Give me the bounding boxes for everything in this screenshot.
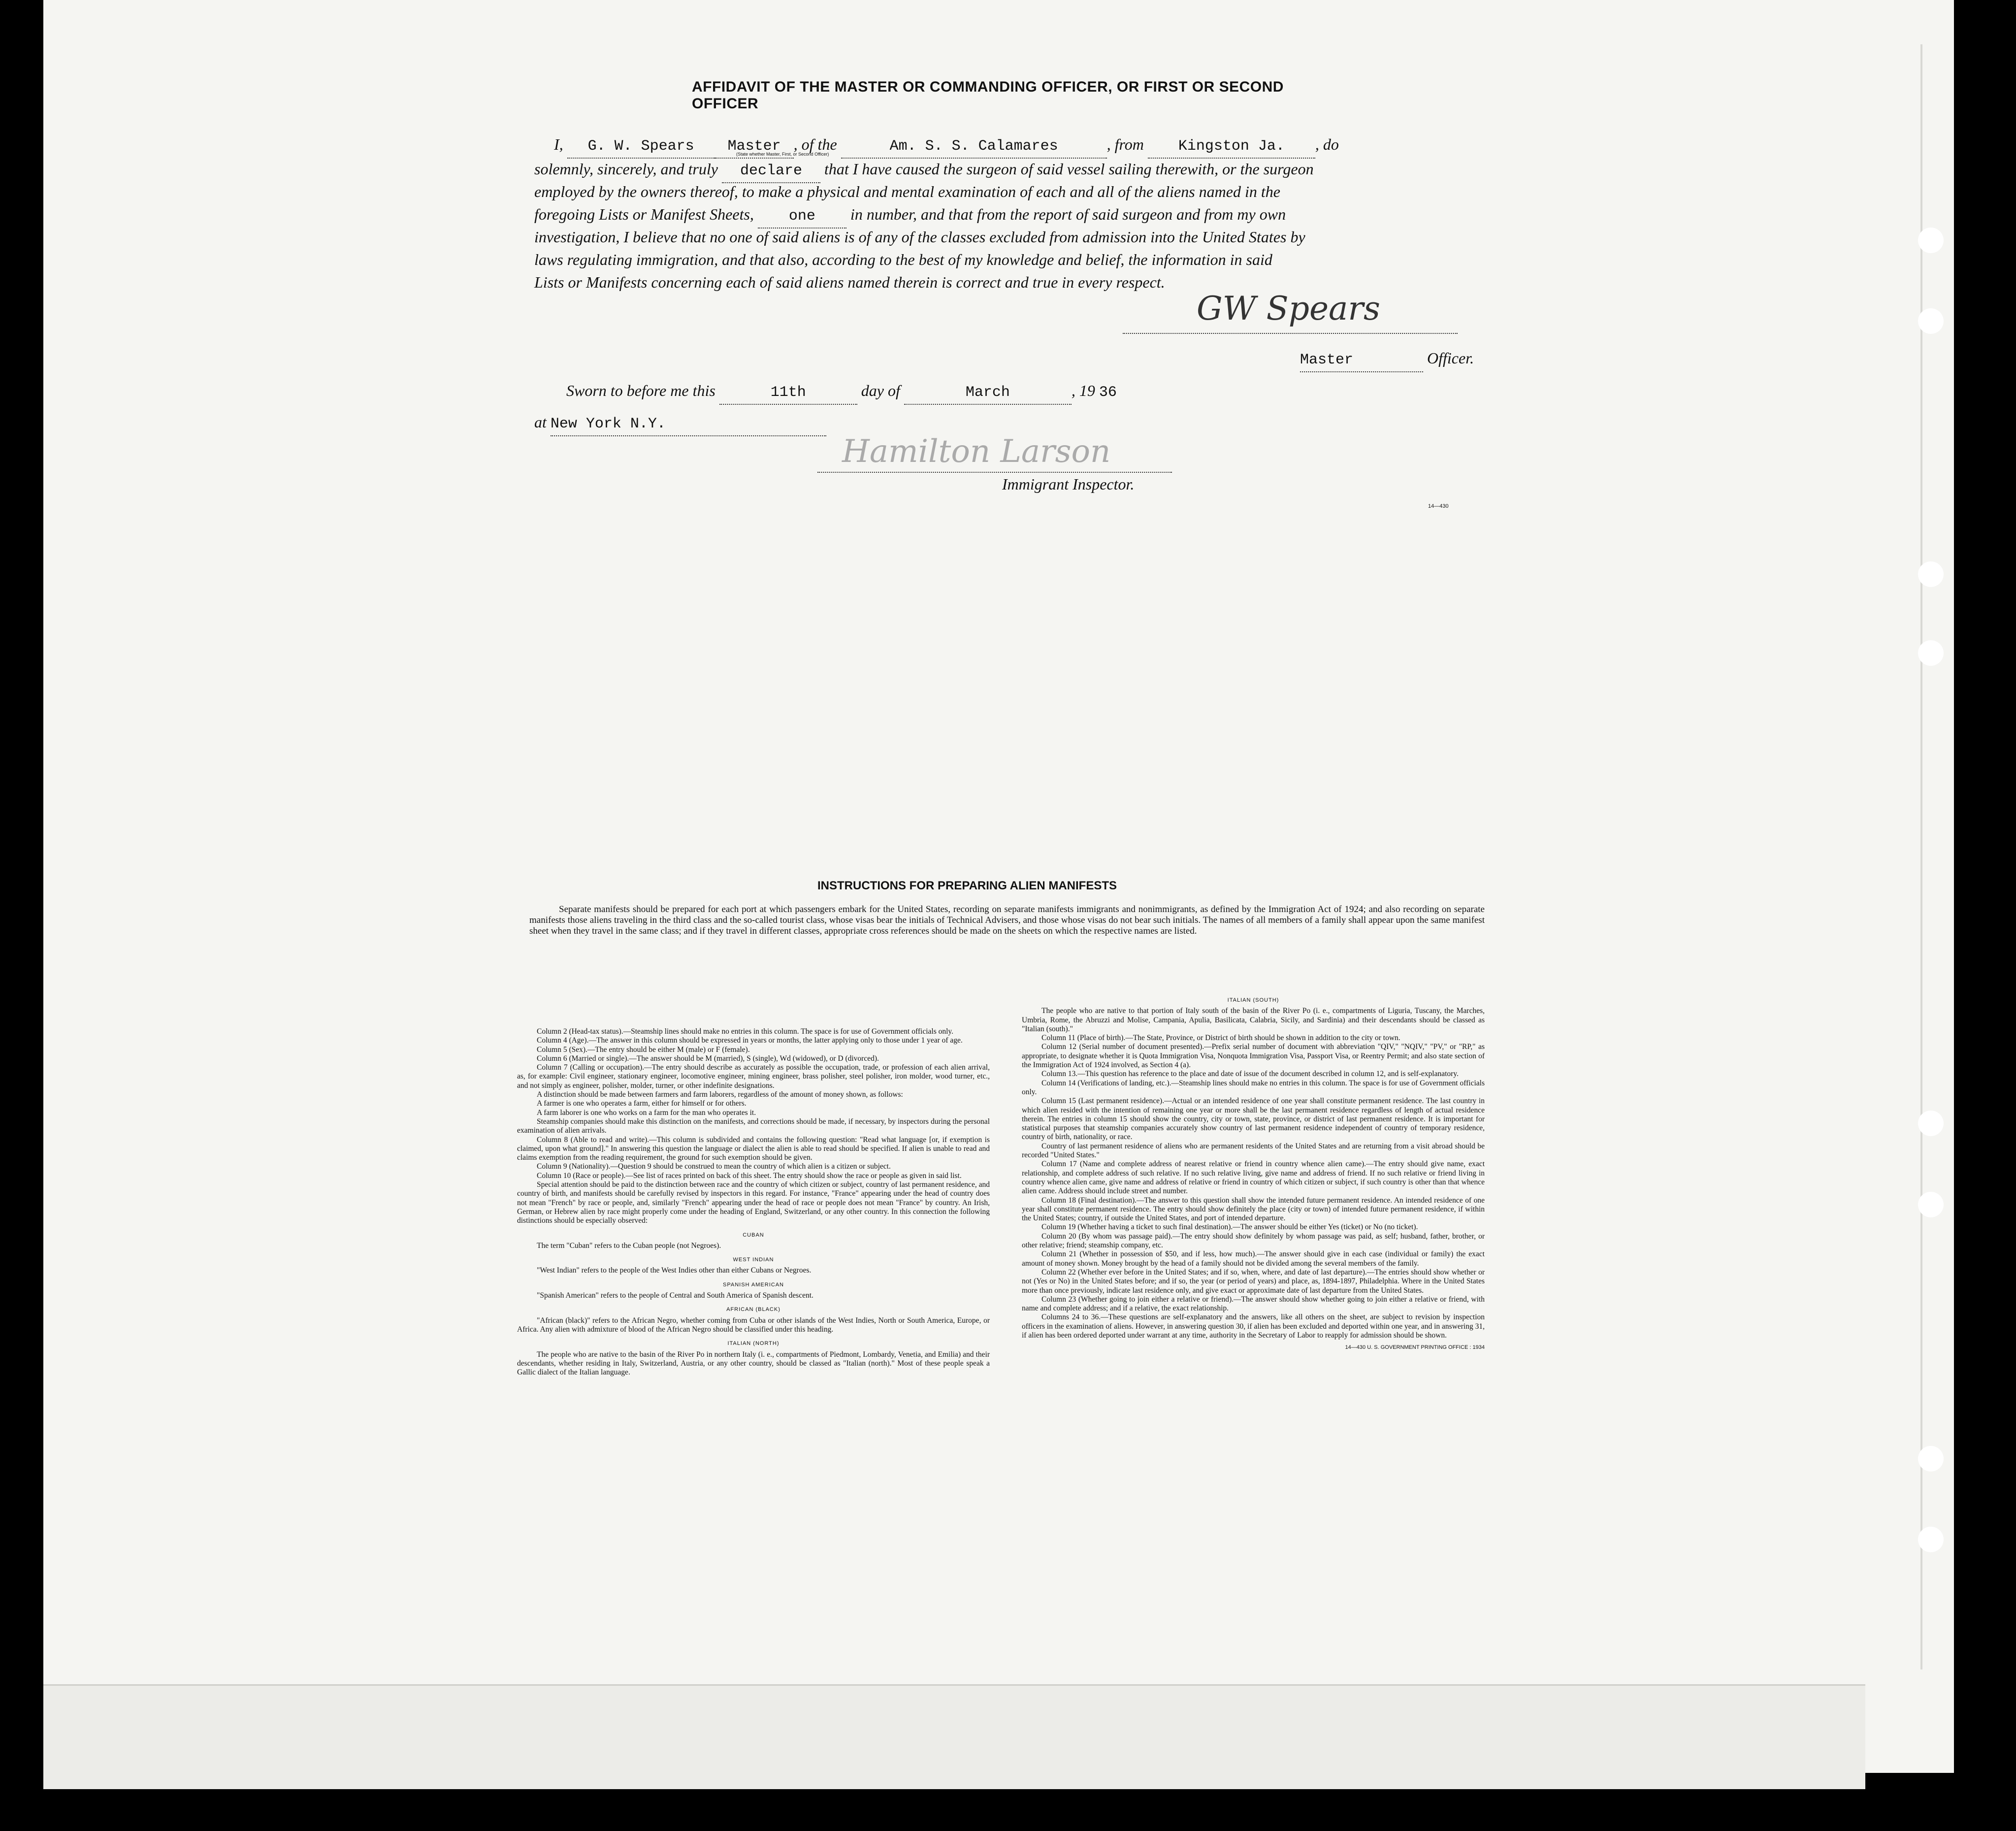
line-4-text-a: foregoing Lists or Manifest Sheets, <box>534 205 754 223</box>
west-indian-heading: WEST INDIAN <box>733 1257 774 1263</box>
officer-line <box>1300 347 1474 372</box>
master-signature: GW Spears <box>1197 290 1380 327</box>
punch-hole <box>1918 1527 1944 1552</box>
punch-hole <box>1918 308 1944 334</box>
instruction-paragraph: Column 12 (Serial number of document presented).—Prefix serial number of document with abbreviation "QIV," "NQIV," "PV," or "RP," as appropriate, to designate whether it is Quota Immigration Visa, Nonquota Immigration Visa, Passport Visa, or Reentry Permit; and also state section of the Immigration Act of 1924 involved, as Section 4 (a). <box>1022 1043 1485 1070</box>
instructions-title: INSTRUCTIONS FOR PREPARING ALIEN MANIFESTS <box>817 879 1117 892</box>
count-field: one <box>758 205 846 229</box>
of-the-label: , of the <box>793 135 837 153</box>
instruction-paragraph: Columns 24 to 36.—These questions are self-explanatory and the answers, like all others on the sheet, are subject to revision by inspection officers in the examination of aliens. However, in answering question 30, if alien has been excluded and deported within one year, and in answering 31, if alien has been ordered deported under warrant at any time, authority in the Secretary of Labor to reapply for admission should be shown. <box>1022 1313 1485 1340</box>
place-line <box>534 411 826 436</box>
african-definition: "African (black)" refers to the African Negro, whether coming from Cuba or other islands of the West Indies, North or South America, Europe, or Africa. Any alien with admixture of blood of the African Negro should be classified under this heading. <box>517 1316 990 1334</box>
instruction-paragraph: Country of last permanent residence of aliens who are permanent residents of the United States and are returning from a visit abroad should be recorded "United States." <box>1022 1142 1485 1160</box>
pronoun-label: I, <box>554 135 563 153</box>
spanish-american-heading: SPANISH AMERICAN <box>723 1281 784 1288</box>
instruction-paragraph: Column 4 (Age).—The answer in this column should be expressed in years or months, the latter applying only to those under 1 year of age. <box>537 1036 963 1045</box>
instruction-paragraph: A farm laborer is one who works on a farm for the man who operates it. <box>537 1108 756 1117</box>
solemnly-text: solemnly, sincerely, and truly <box>534 160 718 178</box>
affidavit-line-5: investigation, I believe that no one of said aliens is of any of the classes excluded from admission into the United States by <box>534 228 1305 246</box>
punch-hole <box>1918 228 1944 253</box>
affidavit-line-1 <box>534 133 1485 159</box>
instruction-paragraph: Column 6 (Married or single).—The answer should be M (married), S (single), Wd (widowed), or D (divorced). <box>537 1054 879 1063</box>
instruction-paragraph: A distinction should be made between farmers and farm laborers, regardless of the amount of money shown, as follows: <box>537 1090 903 1099</box>
african-heading: AFRICAN (BLACK) <box>726 1307 780 1313</box>
page-edge-line <box>1920 44 1922 1669</box>
affidavit-line-7: Lists or Manifests concerning each of said aliens named therein is correct and true in every respect. <box>534 273 1165 291</box>
at-label: at <box>534 413 547 431</box>
instruction-paragraph: Column 7 (Calling or occupation).—The entry should describe as accurately as possible the occupation, trade, or profession of each alien arrival, as, for example: Civil engineer, stationary engineer, locomotive engineer, mining engineer, brass polisher, steel polisher, iron molder, wood turner, etc., and not simply as engineer, polisher, molder, turner, or other indefinite designations. <box>517 1063 990 1090</box>
from-label: , from <box>1106 135 1144 153</box>
cuban-definition: The term "Cuban" refers to the Cuban people (not Negroes). <box>537 1241 721 1250</box>
signature-line <box>1123 333 1458 334</box>
cuban-heading: CUBAN <box>743 1232 764 1238</box>
instruction-paragraph: Column 9 (Nationality).—Question 9 should be construed to mean the country of which alien is a citizen or subject. <box>537 1162 891 1171</box>
instruction-paragraph: Column 14 (Verifications of landing, etc.).—Steamship lines should make no entries in this column. The space is for use of Government officials only. <box>1022 1079 1485 1096</box>
month-field: March <box>904 381 1072 405</box>
vessel-field: Am. S. S. Calamares <box>841 135 1107 159</box>
affidavit-line-2 <box>534 158 1490 183</box>
affidavit-line-3: employed by the owners thereof, to make a physical and mental examination of each and all of the aliens named in the <box>534 183 1280 200</box>
instruction-paragraph: Column 19 (Whether having a ticket to such final destination).—The answer should be either Yes (ticket) or No (no ticket). <box>1041 1223 1418 1232</box>
rank-note: (State whether Master, First, or Second Officer) <box>736 152 829 157</box>
instruction-paragraph: Column 17 (Name and complete address of nearest relative or friend in country whence alien came).—The entry should give name, exact relationship, and complete address of such relative. If no such relative living, give name and address of friend. If no such relative or friend living in country whence alien came, give name and address of relative or friend in country of which citizen or subject, if such country is other than that whence alien came. Address should include street and number. <box>1022 1160 1485 1196</box>
spanish-american-definition: "Spanish American" refers to the people of Central and South America of Spanish descent. <box>537 1291 813 1300</box>
west-indian-definition: "West Indian" refers to the people of the West Indies other than either Cubans or Negroes. <box>537 1266 812 1275</box>
instruction-paragraph: Column 15 (Last permanent residence).—Actual or an intended residence of one year shall constitute permanent residence. The last country in which alien resided with the intention of remaining one year or more shall be the last permanent residence regardless of length of actual residence therein. The entries in column 15 should show the country, city or town, state, province, or district of last permanent residence. It is important for statistical purposes that steamship companies accurately show country of last permanent residence independent of country of temporary residence, country of birth, nationality, or race. <box>1022 1097 1485 1142</box>
master-name-field: G. W. Spears <box>567 135 715 159</box>
instruction-paragraph: Column 21 (Whether in possession of $50, and if less, how much).—The answer should give in each case (individual or family) the exact amount of money shown. Money brought by the head of a family should not be divided among the several members of the family. <box>1022 1250 1485 1268</box>
instruction-paragraph: Special attention should be paid to the distinction between race and the country of which citizen or subject, country of last permanent residence, and country of birth, and manifests should be carefully revised by inspectors in this regard. For instance, "France" appearing under the head of country does not mean "French" by race or people, and, similarly "French" appearing under the head of race or people does not mean "France" by country. An Irish, German, or Hebrew alien by race might properly come under the heading of England, Switzerland, or any other country. In this connection the following distinctions should be especially observed: <box>517 1180 990 1225</box>
instruction-paragraph: Column 11 (Place of birth).—The State, Province, or District of birth should be shown in addition to the city or town. <box>1041 1034 1400 1043</box>
day-of-label: day of <box>861 382 900 399</box>
day-field: 11th <box>719 381 857 405</box>
punch-hole <box>1918 1446 1944 1471</box>
punch-hole <box>1918 561 1944 587</box>
instruction-paragraph: Column 2 (Head-tax status).—Steamship lines should make no entries in this column. The space is for use of Government officials only. <box>537 1027 954 1036</box>
affidavit-line-6: laws regulating immigration, and that also, according to the best of my knowledge and belief, the information in said <box>534 251 1272 268</box>
instruction-paragraph: The people who are native to that portion of Italy south of the basin of the River Po (i. e., compartments of Liguria, Tuscany, the Marches, Umbria, Rome, the Abruzzi and Molise, Campania, Apulia, Basilicata, Calabria, Sicily, and Sardinia) and their descendants should be classed as "Italian (south)." <box>1022 1007 1485 1033</box>
instruction-paragraph: Column 13.—This question has reference to the place and date of issue of the document described in column 12, and is self-explanatory. <box>1041 1070 1459 1079</box>
instruction-paragraph: Column 23 (Whether going to join either a relative or friend).—The answer should show whether going to join either a relative or friend, with name and complete address; and if a relative, the exact relationship. <box>1022 1295 1485 1313</box>
port-from-field: Kingston Ja. <box>1148 135 1315 159</box>
instructions-intro <box>529 904 1485 937</box>
affidavit-title: AFFIDAVIT OF THE MASTER OR COMMANDING OFFICER, OR FIRST OR SECOND OFFICER <box>692 79 1284 112</box>
inspector-signature: Hamilton Larson <box>842 433 1111 470</box>
italian-north-heading: ITALIAN (NORTH) <box>727 1341 780 1347</box>
line-2-text: that I have caused the surgeon of said vessel sailing therewith, or the surgeon <box>824 160 1314 178</box>
line-4-text-b: in number, and that from the report of said surgeon and from my own <box>850 205 1286 223</box>
instructions-right-column <box>1022 991 1485 1352</box>
instructions-left-column <box>517 1027 990 1377</box>
folded-page-edge <box>43 1684 1865 1789</box>
instruction-paragraph: Column 18 (Final destination).—The answer to this question shall show the intended future permanent residence. An intended residence of one year shall constitute permanent residence. The entry should show definitely the place (city or town) of intended future permanent residence, if within the United States; country, if outside the United States, and port of intended departure. <box>1022 1196 1485 1223</box>
sworn-label: Sworn to before me this <box>566 382 715 399</box>
instruction-paragraph: Column 20 (By whom was passage paid).—The entry should show definitely by whom passage was paid, as self; husband, father, brother, or other relative; friend; steamship company, etc. <box>1022 1232 1485 1250</box>
instruction-paragraph: Column 5 (Sex).—The entry should be either M (male) or F (female). <box>537 1045 750 1054</box>
officer-rank-field: Master <box>1300 349 1423 372</box>
sworn-line <box>566 379 1129 405</box>
printing-office-footer: 14—430 U. S. GOVERNMENT PRINTING OFFICE : 1934 <box>1345 1344 1485 1351</box>
intro-text: Separate manifests should be prepared for each port at which passengers embark for the United States, recording on separate manifests immigrants and nonimmigrants, as defined by the Immigration Act of 1924; and also recording on separate manifests those aliens traveling in the third class and the so-called tourist class, whose visas bear the initials of Technical Advisers, and those whose visas do not bear such initials. The names of all members of a family shall appear upon the same manifest sheet when they travel in the same class; and if they travel in different classes, appropriate cross references should be made on the sheets on which the respective names are listed. <box>529 904 1485 936</box>
instruction-paragraph: Steamship companies should make this distinction on the manifests, and corrections should be made, if necessary, by inspectors during the personal examination of alien arrivals. <box>517 1117 990 1135</box>
year-prefix: , 19 <box>1071 382 1095 399</box>
instruction-paragraph: Column 8 (Able to read and write).—This column is subdivided and contains the following question: "Read what language [or, if exemption is claimed, upon what ground]." In answering this question the language or dialect the alien is able to read should be specified. If alien is unable to read and claims exemption from the reading requirement, the ground for such exemption should be given. <box>517 1135 990 1162</box>
declare-field: declare <box>722 160 820 183</box>
rank-field: Master <box>715 135 794 159</box>
officer-label: Officer. <box>1427 349 1474 367</box>
instruction-paragraph: Column 22 (Whether ever before in the United States; and if so, when, where, and date of last departure).—The entries should show whether or not (Yes or No) in the United States before; and if so, the year (or period of years) and place, as, 1894-1897, Philadelphia. Where in the United States more than once previously, indicate last residence only, and give exact or approximate date of last departure from the United States. <box>1022 1268 1485 1295</box>
punch-hole <box>1918 640 1944 666</box>
instruction-paragraph: A farmer is one who operates a farm, either for himself or for others. <box>537 1099 747 1108</box>
year-field: 36 <box>1099 384 1117 401</box>
italian-north-definition: The people who are native to the basin of the River Po in northern Italy (i. e., compartments of Piedmont, Lombardy, Venetia, and Emilia) and their descendants, whether residing in Italy, Switzerland, Austria, or any other country, should be classed as "Italian (north)." Most of these people speak a Gallic dialect of the Italian language. <box>517 1350 990 1377</box>
inspector-label: Immigrant Inspector. <box>1002 475 1135 493</box>
do-label: , do <box>1315 135 1339 153</box>
instruction-paragraph: Column 10 (Race or people).—See list of races printed on back of this sheet. The entry should show the race or people as given in said list. <box>537 1171 962 1180</box>
place-field: New York N.Y. <box>551 413 826 436</box>
punch-hole <box>1918 1192 1944 1217</box>
form-number: 14—430 <box>1428 503 1449 509</box>
punch-hole <box>1918 1111 1944 1136</box>
italian-south-heading: ITALIAN (SOUTH) <box>1227 997 1279 1003</box>
affidavit-line-4 <box>534 203 1490 229</box>
